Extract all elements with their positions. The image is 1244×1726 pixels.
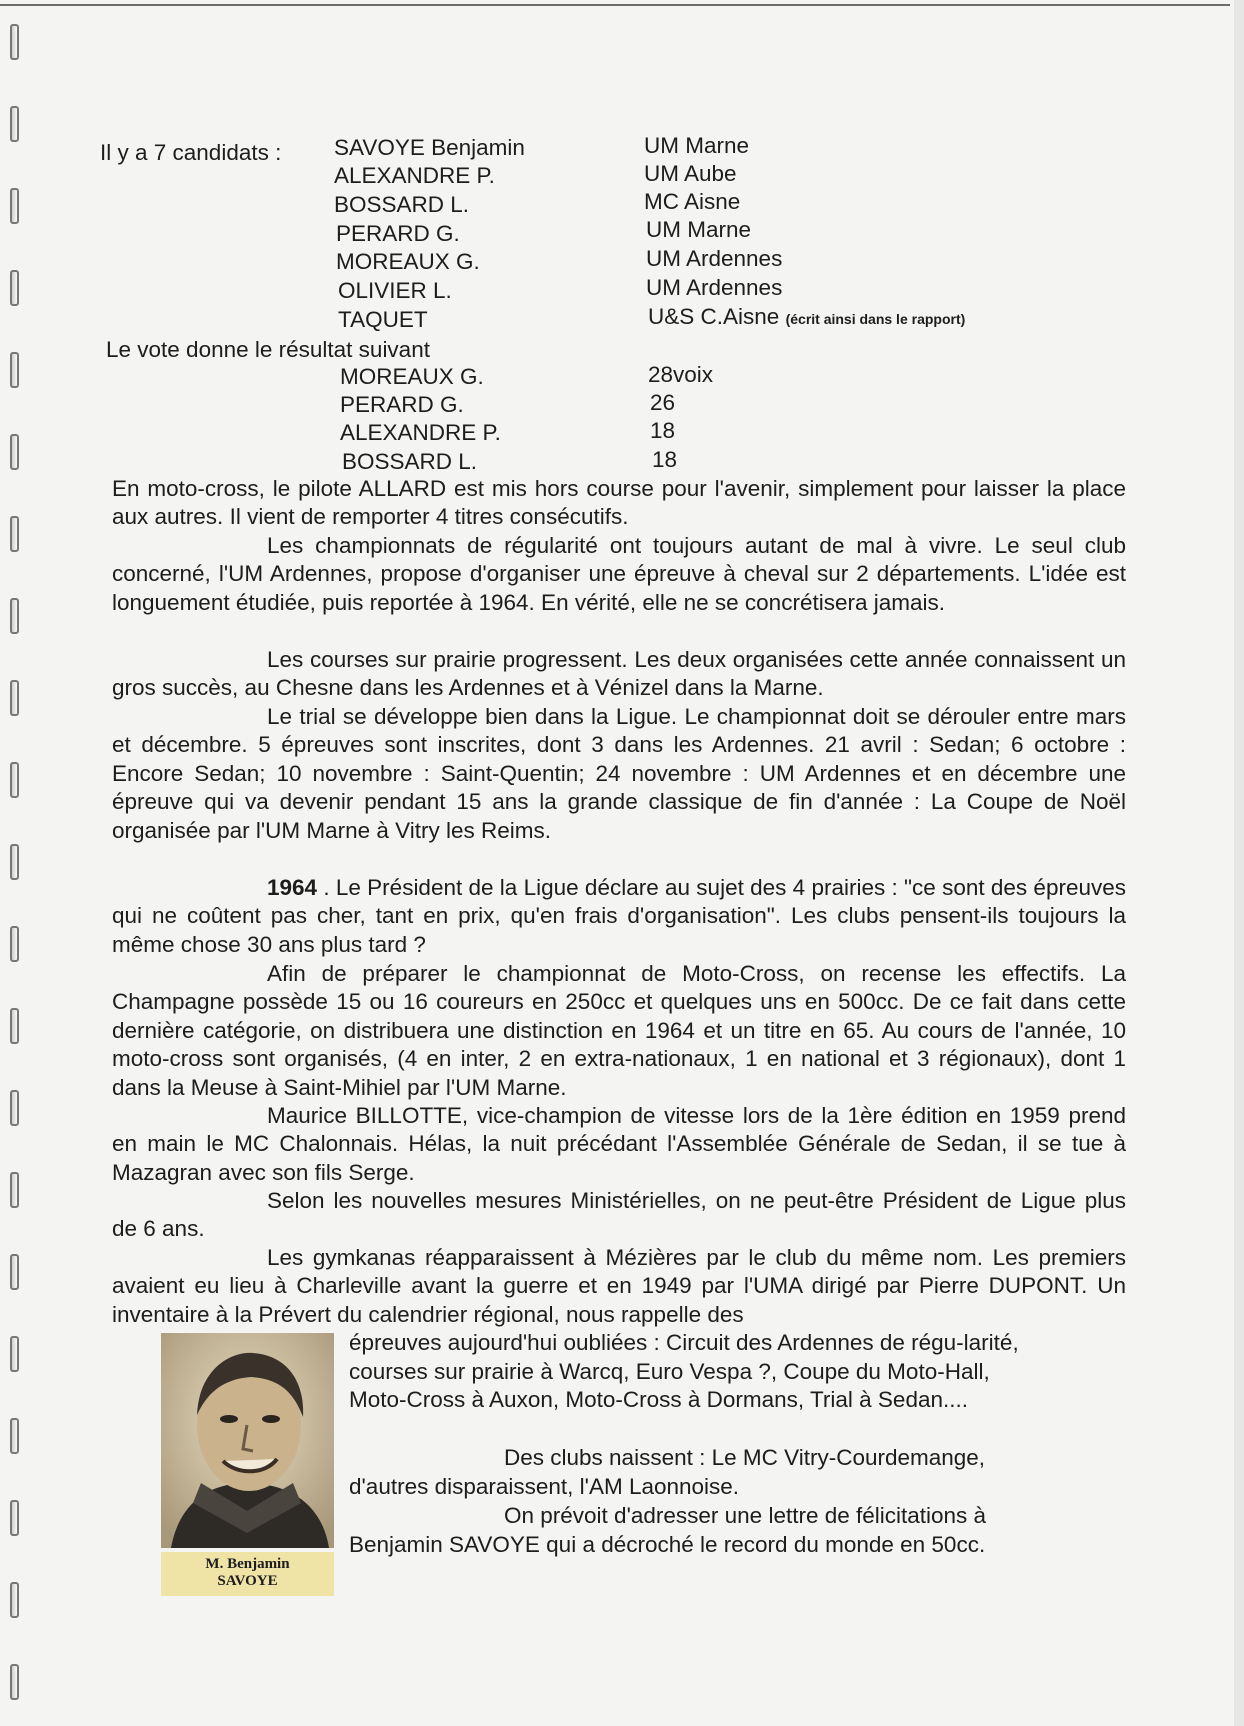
portrait-image [161, 1333, 334, 1548]
paragraph-prairie [112, 646, 1126, 703]
paragraph-text: . Le Président de la Ligue déclare au sujet des 4 prairies : "ce sont des épreuves qui ne coûtent pas cher, tant en prix, qu'en frais d'organisation". Les clubs pensent-ils toujours la même chose 30 ans plus tard ? [112, 875, 1126, 957]
binder-hole [10, 598, 19, 634]
result-votes: 28voix [648, 362, 714, 387]
portrait-photo [161, 1333, 334, 1548]
paragraph-motocross [112, 960, 1126, 1102]
candidate-name: MOREAUX G. [336, 249, 480, 274]
paragraph-text: Les championnats de régularité ont toujours autant de mal à vivre. Le seul club concerné, l'UM Ardennes, propose d'organiser une épreuve à cheval sur 2 départements. L'idée est longuement étudiée, puis reportée à 1964. En vérité, elle ne se concrétisera jamais. [112, 533, 1126, 615]
photo-caption [161, 1552, 334, 1596]
binder-hole [10, 352, 19, 388]
binder-hole [10, 680, 19, 716]
result-name: BOSSARD L. [342, 449, 478, 474]
paragraph-regularite [112, 532, 1126, 617]
result-votes: 18 [650, 418, 676, 443]
binder-hole [10, 270, 19, 306]
binder-hole [10, 1582, 19, 1618]
result-name: PERARD G. [340, 392, 464, 417]
paragraph-text: Afin de préparer le championnat de Moto-Cross, on recense les effectifs. La Champagne possède 15 ou 16 coureurs en 250cc et quelques uns en 500cc. De ce fait dans cette dernière catégorie, on distribuera une distinction en 1964 et un titre en 65. Au cours de l'année, 10 moto-cross sont organisés, (4 en inter, 2 en extra-nationaux, 1 en national et 3 régionaux), dont 1 dans la Meuse à Saint-Mihiel par l'UM Marne. [112, 961, 1126, 1100]
binder-hole [10, 516, 19, 552]
candidate-club-taquet [648, 303, 965, 333]
binder-hole [10, 1336, 19, 1372]
candidate-name: PERARD G. [336, 221, 460, 246]
candidate-club: UM Marne [644, 133, 750, 158]
result-votes: 26 [650, 390, 676, 415]
page-edge [1234, 0, 1244, 1726]
binder-hole [10, 762, 19, 798]
binder-hole [10, 1090, 19, 1126]
paragraph-billotte [112, 1102, 1126, 1187]
candidate-club: UM Ardennes [646, 275, 783, 300]
candidate-club: MC Aisne [644, 189, 741, 214]
paragraph-text: Le trial se développe bien dans la Ligue. Le championnat doit se dérouler entre mars et décembre. 5 épreuves sont inscrites, dont 3 dans les Ardennes. 21 avril : Sedan; 6 octobre : Encore Sedan; 10 novembre : Saint-Quentin; 24 novembre : UM Ardennes et en décembre une épreuve qui va devenir pendant 15 ans la grande classique de fin d'année : La Coupe de Noël organisée par l'UM Marne à Vitry les Reims. [112, 704, 1126, 843]
binder-hole [10, 434, 19, 470]
paragraph-mesures [112, 1187, 1126, 1244]
paragraph-savoye [349, 1502, 1049, 1559]
caption-line: SAVOYE [217, 1573, 278, 1589]
candidate-club: UM Ardennes [646, 246, 783, 271]
binder-hole [10, 1008, 19, 1044]
binder-hole [10, 24, 19, 60]
binder-hole [10, 1418, 19, 1454]
candidate-name: TAQUET [338, 307, 428, 332]
binder-hole [10, 106, 19, 142]
binder-hole [10, 1254, 19, 1290]
candidate-club: UM Marne [646, 217, 752, 242]
paragraph-text: Les courses sur prairie progressent. Les deux organisées cette année connaissent un gros succès, au Chesne dans les Ardennes et à Vénizel dans la Marne. [112, 647, 1126, 701]
binder-hole [10, 1172, 19, 1208]
binder-hole [10, 188, 19, 224]
taquet-note: (écrit ainsi dans le rapport) [785, 311, 966, 327]
candidate-name: OLIVIER L. [338, 278, 452, 303]
binder-hole [10, 1500, 19, 1536]
result-name: ALEXANDRE P. [340, 420, 501, 445]
candidate-name: ALEXANDRE P. [334, 163, 495, 188]
top-rule [0, 4, 1230, 6]
candidate-club: UM Aube [644, 161, 737, 186]
binder-hole [10, 1664, 19, 1700]
paragraph-allard: En moto-cross, le pilote ALLARD est mis hors course pour l'avenir, simplement pour laisser la place aux autres. Il vient de remporter 4 titres consécutifs. [112, 476, 1126, 530]
year-heading: 1964 [267, 875, 318, 900]
candidates-intro: Il y a 7 candidats : [100, 140, 282, 165]
paragraph-clubs [349, 1444, 1049, 1501]
paragraph-text: On prévoit d'adresser une lettre de félicitations à Benjamin SAVOYE qui a décroché le record du monde en 50cc. [349, 1503, 987, 1557]
paragraph-text: Selon les nouvelles mesures Ministérielles, on ne peut-être Président de Ligue plus de 6 ans. [112, 1188, 1126, 1242]
binder-hole [10, 926, 19, 962]
paragraph-1964 [112, 874, 1126, 959]
paragraph-trial [112, 703, 1126, 845]
candidate-club: U&S C.Aisne [648, 304, 780, 329]
paragraph-epreuves-oubliees: épreuves aujourd'hui oubliées : Circuit des Ardennes de régu-larité, courses sur prairie à Warcq, Euro Vespa ?, Coupe du Moto-Hall, Moto-Cross à Auxon, Moto-Cross à Dormans, Trial à Sedan.... [349, 1330, 1019, 1413]
paragraph-text: Des clubs naissent : Le MC Vitry-Courdemange, d'autres disparaissent, l'AM Laonnoise. [349, 1445, 986, 1499]
paragraph-gymkanas [112, 1244, 1126, 1329]
caption-line: M. Benjamin [205, 1556, 290, 1572]
result-name: MOREAUX G. [340, 364, 484, 389]
result-votes: 18 [652, 447, 678, 472]
candidate-name: BOSSARD L. [334, 192, 470, 217]
paragraph-text: Les gymkanas réapparaissent à Mézières par le club du même nom. Les premiers avaient eu lieu à Charleville avant la guerre et en 1949 par l'UMA dirigé par Pierre DUPONT. Un inventaire à la Prévert du calendrier régional, nous rappelle des [112, 1245, 1126, 1327]
vote-intro: Le vote donne le résultat suivant [106, 337, 430, 362]
binder-holes [6, 0, 26, 1726]
binder-hole [10, 844, 19, 880]
candidate-name: SAVOYE Benjamin [334, 135, 525, 160]
paragraph-text: Maurice BILLOTTE, vice-champion de vitesse lors de la 1ère édition en 1959 prend en main le MC Chalonnais. Hélas, la nuit précédant l'Assemblée Générale de Sedan, il se tue à Mazagran avec son fils Serge. [112, 1103, 1126, 1185]
